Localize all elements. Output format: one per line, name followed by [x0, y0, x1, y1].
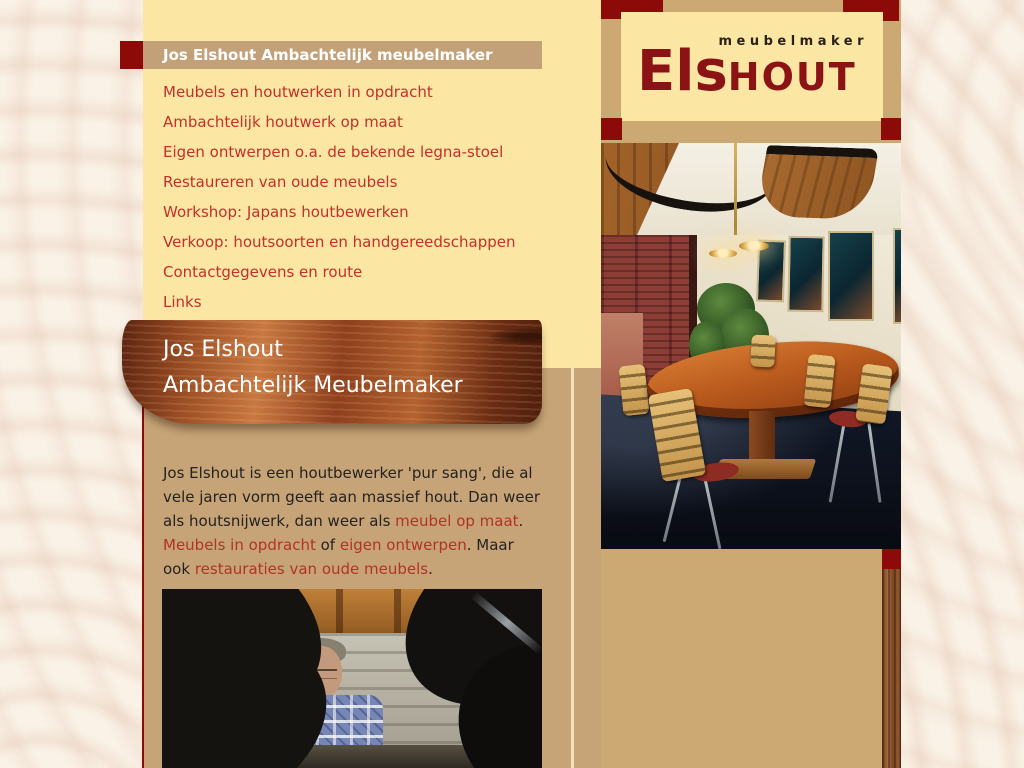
nav-link-2[interactable]: Ambachtelijk houtwerk op maat: [163, 113, 403, 131]
nav-link-8[interactable]: Links: [163, 293, 202, 311]
pendant-lamp-right: [739, 241, 769, 251]
wall-art-frame-3: [828, 231, 874, 321]
decor-square-under-photo: [882, 549, 901, 569]
main-nav: [143, 77, 583, 317]
workshop-photo: [162, 589, 542, 768]
intro-text-segment-7: . Maar ook: [163, 536, 514, 578]
brand-column: [601, 0, 901, 768]
nav-link-4[interactable]: Restaureren van oude meubels: [163, 173, 398, 191]
nav-link-6[interactable]: Verkoop: houtsoorten en handgereedschappen: [163, 233, 516, 251]
wood-grain-strip: [882, 569, 901, 768]
logo-wordmark-hout: HOUT: [727, 55, 857, 99]
intro-text-segment-5: of: [315, 536, 340, 554]
logo-subtitle: meubelmaker: [718, 34, 868, 49]
decor-square-bottom-left: [601, 118, 622, 140]
intro-link-6[interactable]: eigen ontwerpen: [339, 536, 467, 554]
intro-text-segment-9: .: [428, 560, 433, 578]
intro-link-8[interactable]: restauraties van oude meubels: [194, 560, 429, 578]
intro-text: [163, 461, 543, 581]
banner-title-line2: Ambachtelijk Meubelmaker: [163, 373, 463, 398]
pendant-rod: [734, 143, 737, 245]
intro-link-4[interactable]: Meubels in opdracht: [163, 536, 316, 554]
nav-header-current-page[interactable]: Jos Elshout Ambachtelijk meubelmaker: [143, 41, 542, 69]
intro-text-segment-3: .: [518, 512, 524, 530]
content-gutter: [574, 368, 601, 768]
wall-art-frame-2: [787, 236, 824, 313]
nav-link-3[interactable]: Eigen ontwerpen o.a. de bekende legna-stoel: [163, 143, 504, 161]
title-banner: [122, 320, 542, 424]
logo-wordmark-els: Els: [637, 39, 728, 104]
chair-back-1: [618, 364, 649, 416]
decor-square-bottom-right: [881, 118, 901, 140]
intro-link-2[interactable]: meubel op maat: [395, 512, 519, 530]
nav-link-7[interactable]: Contactgegevens en route: [163, 263, 363, 281]
nav-link-5[interactable]: Workshop: Japans houtbewerken: [163, 203, 409, 221]
wall-art-frame-4: [893, 228, 901, 324]
banner-title-line1: Jos Elshout: [163, 337, 283, 362]
logo-box[interactable]: [621, 12, 883, 121]
intro-text-segment-1: Jos Elshout is een houtbewerker 'pur sang', die al vele jaren vorm geeft aan massief hout. Dan weer als houtsnijwerk, dan weer als: [163, 464, 541, 530]
pendant-lamp-left: [709, 249, 737, 258]
chair-back-4: [803, 354, 835, 409]
showroom-photo: [601, 143, 901, 549]
nav-link-1[interactable]: Meubels en houtwerken in opdracht: [163, 83, 433, 101]
nav-accent-square: [120, 41, 143, 69]
chair-back-3: [750, 334, 776, 367]
